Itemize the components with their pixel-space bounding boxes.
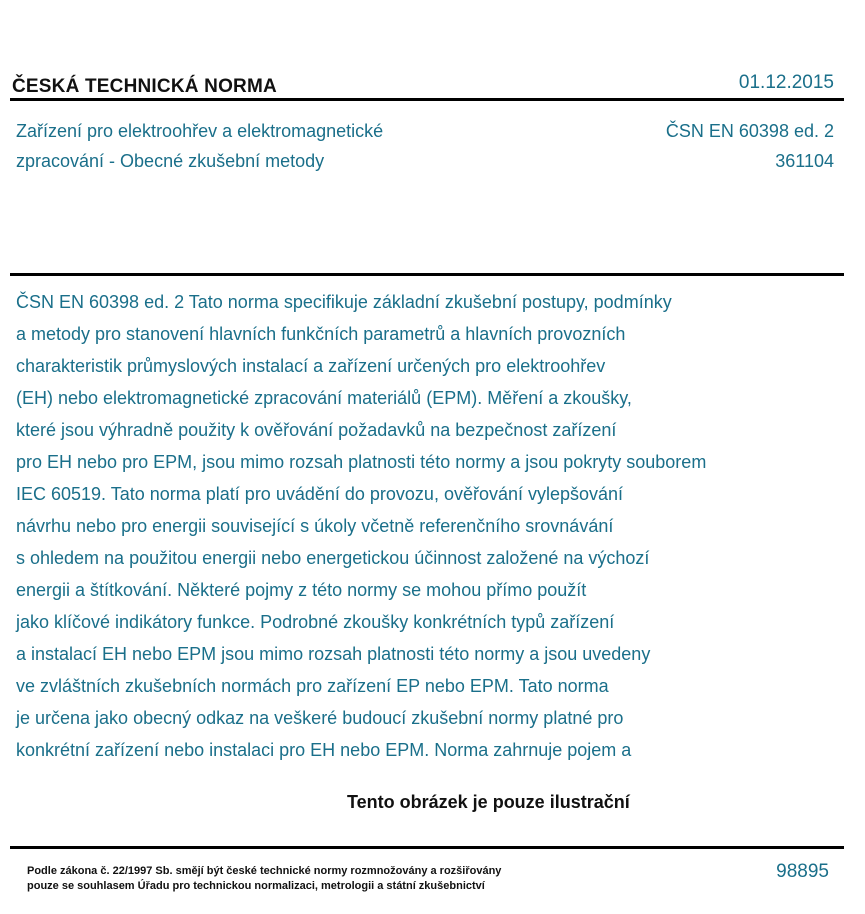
standard-identification (666, 116, 834, 176)
standard-title-line: zpracování - Obecné zkušební metody (16, 151, 325, 171)
section-divider (10, 273, 844, 276)
abstract-line: IEC 60519. Tato norma platí pro uvádění do provozu, ověřování vylepšování (16, 484, 624, 504)
standard-title (16, 116, 536, 176)
abstract-line: je určena jako obecný odkaz na veškeré budoucí zkušební normy platné pro (16, 708, 624, 728)
abstract-line: a metody pro stanovení hlavních funkčních parametrů a hlavních provozních (16, 324, 626, 344)
standard-designation: ČSN EN 60398 ed. 2 (665, 121, 834, 141)
abstract-line: a instalací EH nebo EPM jsou mimo rozsah platnosti této normy a jsou uvedeny (16, 644, 651, 664)
illustration-note: Tento obrázek je pouze ilustrační (347, 792, 630, 812)
abstract-line: ČSN EN 60398 ed. 2 Tato norma specifikuje základní zkušební postupy, podmínky (16, 292, 672, 312)
abstract-line: s ohledem na použitou energii nebo energetickou účinnost založené na výchozí (16, 548, 650, 568)
footer-divider (10, 846, 844, 849)
abstract-line: návrhu nebo pro energii související s úkoly včetně referenčního srovnávání (16, 516, 614, 536)
abstract-line: energii a štítkování. Některé pojmy z této normy se mohou přímo použít (16, 580, 587, 600)
abstract-text (16, 286, 706, 766)
standard-title-line: Zařízení pro elektroohřev a elektromagnetické (16, 121, 384, 141)
legal-notice-line: pouze se souhlasem Úřadu pro technickou normalizaci, metrologii a státní zkušebnictví (27, 880, 485, 892)
header-divider (10, 98, 844, 101)
abstract-line: jako klíčové indikátory funkce. Podrobné zkoušky konkrétních typů zařízení (16, 612, 615, 632)
abstract-line: ve zvláštních zkušebních normách pro zařízení EP nebo EPM. Tato norma (16, 676, 609, 696)
abstract-line: které jsou výhradně použity k ověřování požadavků na bezpečnost zařízení (16, 420, 617, 440)
publication-date: 01.12.2015 (738, 72, 834, 93)
legal-notice (27, 864, 501, 894)
abstract-line: konkrétní zařízení nebo instalaci pro EH nebo EPM. Norma zahrnuje pojem a (16, 740, 632, 760)
abstract-line: (EH) nebo elektromagnetické zpracování materiálů (EPM). Měření a zkoušky, (16, 388, 632, 408)
standard-class-code: 361104 (775, 151, 834, 171)
abstract-line: pro EH nebo pro EPM, jsou mimo rozsah platnosti této normy a jsou pokryty souborem (16, 452, 707, 472)
document-heading: ČESKÁ TECHNICKÁ NORMA (12, 76, 277, 97)
catalog-number: 98895 (776, 861, 829, 882)
abstract-line: charakteristik průmyslových instalací a zařízení určených pro elektroohřev (16, 356, 606, 376)
legal-notice-line: Podle zákona č. 22/1997 Sb. smějí být české technické normy rozmnožovány a rozšiřovány (27, 865, 502, 877)
